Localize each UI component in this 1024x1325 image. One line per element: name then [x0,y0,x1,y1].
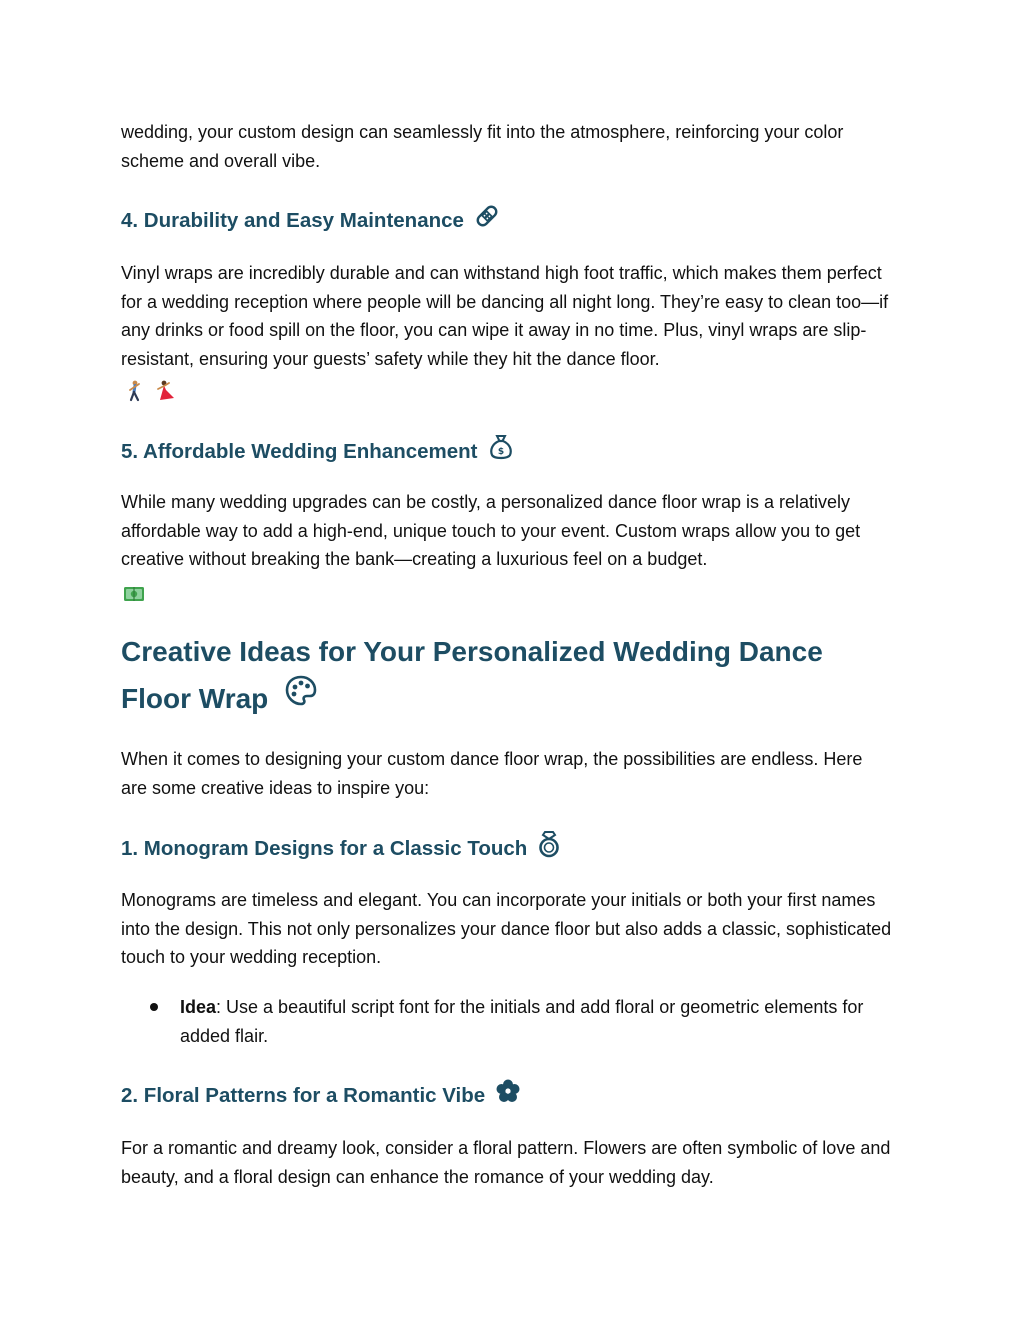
woman-dancing-icon [154,380,176,407]
idea-1-paragraph: Monograms are timeless and elegant. You can incorporate your initials or both your first names into the design. This not only personalizes your dance floor but also adds a classic, sophisticated touch to your wedding reception. [121,890,892,967]
section-4-title: 4. Durability and Easy Maintenance [121,208,464,232]
man-dancing-icon [126,380,144,407]
dollar-banknote-icon [123,584,145,609]
flower-icon [495,1078,521,1113]
section-4-heading [121,203,500,238]
idea-1-title: 1. Monogram Designs for a Classic Touch [121,836,528,860]
idea-2-paragraph: For a romantic and dreamy look, consider a floral pattern. Flowers are often symbolic of love and beauty, and a floral design can enhance the romance of your wedding day. [121,1138,891,1187]
creative-ideas-title: Creative Ideas for Your Personalized Wedding Dance Floor Wrap [121,636,823,714]
artist-palette-icon [284,674,318,722]
bullet-label: Idea [180,997,217,1017]
section-5-heading [121,433,514,470]
creative-ideas-heading [121,628,881,722]
adhesive-bandage-icon [474,203,500,238]
idea-2-heading [121,1078,521,1113]
idea-1-heading [121,830,561,867]
intro-continuation-paragraph: wedding, your custom design can seamlessly fit into the atmosphere, reinforcing your color scheme and overall vibe. [121,122,844,171]
section-5-paragraph: While many wedding upgrades can be costly, a personalized dance floor wrap is a relatively affordable way to add a high-end, unique touch to your event. Custom wraps allow you to get creative without breaking the bank—creating a luxurious feel on a budget. [121,492,861,569]
section-4-emoji-row [126,380,176,407]
creative-ideas-intro: When it comes to designing your custom dance floor wrap, the possibilities are endless. Here are some creative ideas to inspire you: [121,749,863,798]
section-5-title: 5. Affordable Wedding Enhancement [121,439,478,463]
idea-2-title: 2. Floral Patterns for a Romantic Vibe [121,1083,486,1107]
list-item [121,993,911,1050]
idea-1-bullet-list [121,993,911,1050]
bullet-dot [150,1003,158,1011]
svg-text:$: $ [497,447,504,457]
ring-icon [537,830,561,867]
bullet-text: : Use a beautiful script font for the initials and add floral or geometric elements for added flair. [180,997,864,1046]
section-5-emoji-row [123,584,145,609]
money-bag-icon [488,433,514,470]
section-4-paragraph: Vinyl wraps are incredibly durable and can withstand high foot traffic, which makes them perfect for a wedding reception where people will be dancing all night long. They’re easy to clean too—if any drinks or food spill on the floor, you can wipe it away in no time. Plus, vinyl wraps are slip-resistant, ensuring your guests’ safety while they hit the dance floor. [121,263,889,369]
